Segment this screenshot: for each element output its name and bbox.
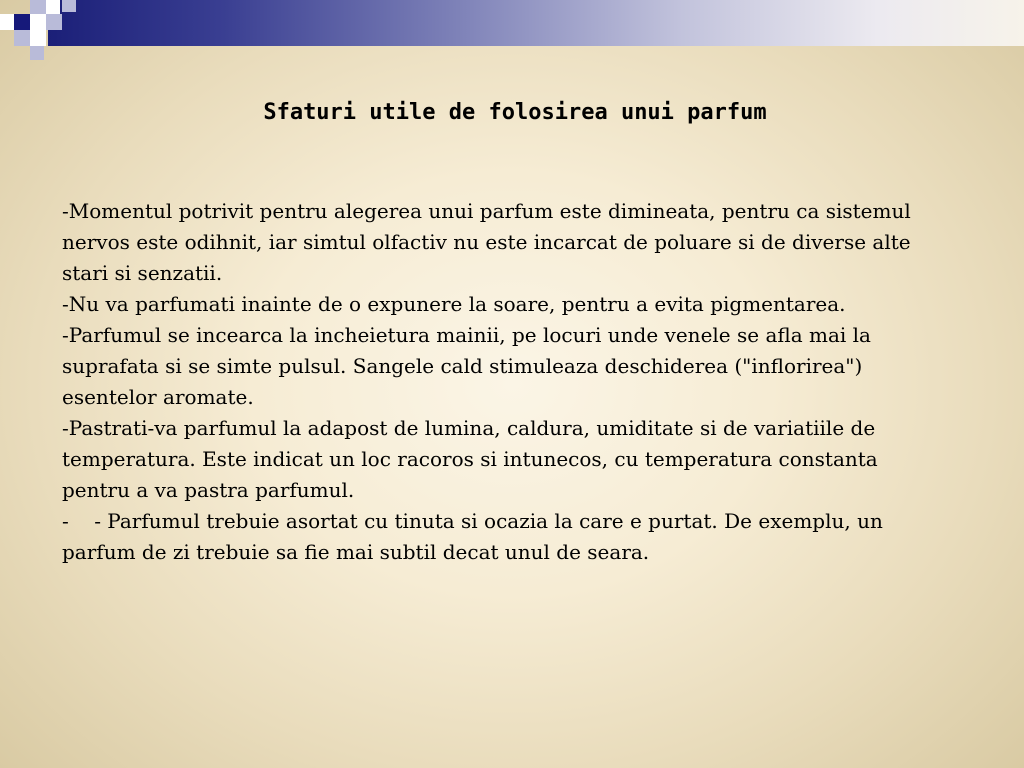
decor-square bbox=[46, 0, 60, 14]
decor-square bbox=[30, 30, 46, 46]
tip-paragraph: -Momentul potrivit pentru alegerea unui parfum este dimineata, pentru ca sistemul nervos este odihnit, iar simtul olfactiv nu este incarcat de poluare si de diverse alte stari si senzatii. bbox=[62, 199, 911, 285]
decor-square bbox=[30, 46, 44, 60]
slide-title: Sfaturi utile de folosirea unui parfum bbox=[263, 100, 767, 125]
header-decoration bbox=[0, 0, 1024, 62]
decor-square bbox=[62, 0, 76, 12]
decor-square bbox=[30, 14, 46, 30]
slide-body bbox=[62, 196, 942, 568]
decor-square bbox=[30, 0, 46, 14]
tip-paragraph: -Nu va parfumati inainte de o expunere la soare, pentru a evita pigmentarea. bbox=[62, 292, 846, 316]
decor-square bbox=[14, 14, 30, 30]
decor-square bbox=[14, 30, 30, 46]
header-gradient-band bbox=[48, 0, 1024, 46]
tip-paragraph: -Pastrati-va parfumul la adapost de lumina, caldura, umiditate si de variatiile de temperatura. Este indicat un loc racoros si intunecos, cu temperatura constanta pentru a va pastra parfumul. bbox=[62, 416, 878, 502]
decor-square bbox=[0, 14, 14, 30]
tip-paragraph: -Parfumul se incearca la incheietura mainii, pe locuri unde venele se afla mai la suprafata si se simte pulsul. Sangele cald stimuleaza deschiderea ("inflorirea") esentelor aromate. bbox=[62, 323, 871, 409]
decor-square bbox=[46, 14, 62, 30]
tip-paragraph: - - Parfumul trebuie asortat cu tinuta si ocazia la care e purtat. De exemplu, un parfum de zi trebuie sa fie mai subtil decat unul de seara. bbox=[62, 509, 890, 564]
